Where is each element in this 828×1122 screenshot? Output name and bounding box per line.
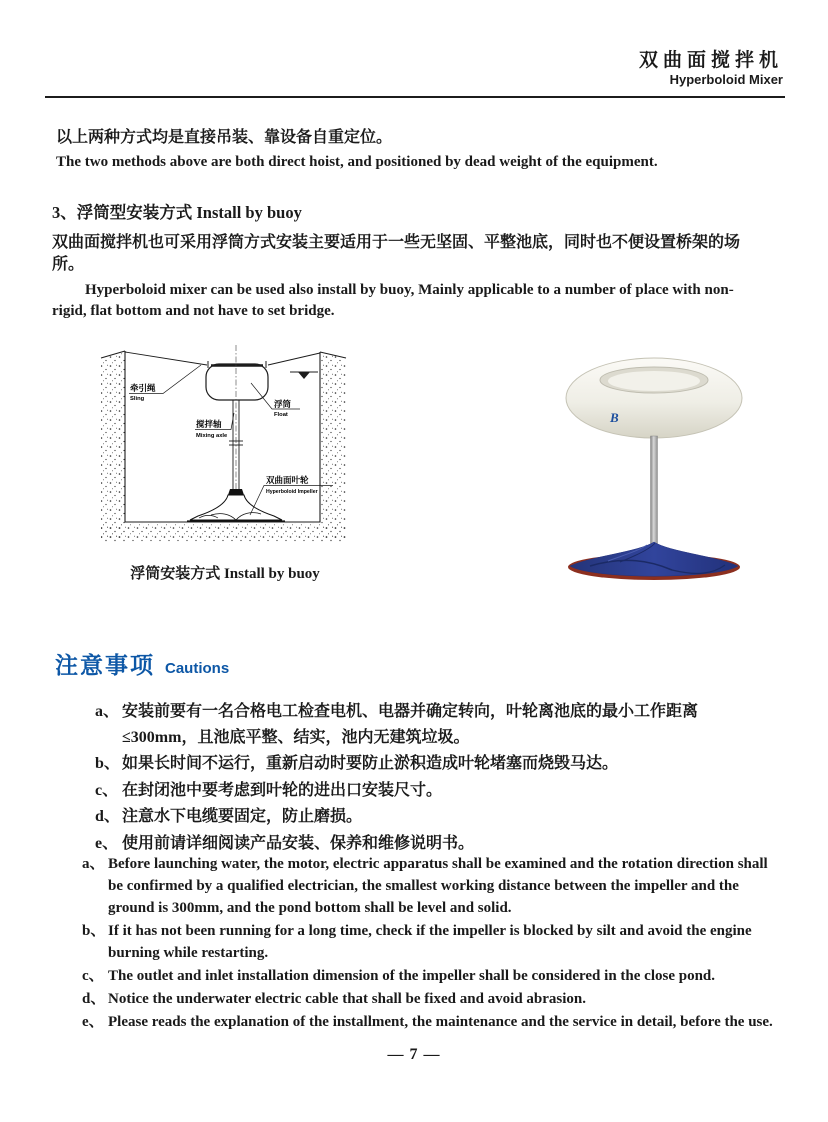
header-title-zh: 双曲面搅拌机: [638, 50, 783, 71]
caution-item-text: 在封闭池中要考虑到叶轮的进出口安装尺寸。: [122, 781, 443, 799]
section-para-en: Hyperboloid mixer can be used also install by buoy, Mainly applicable to a number of place with non-rigid, flat bottom and not have to set bridge.: [52, 282, 734, 319]
intro-zh: 以上两种方式均是直接吊装、靠设备自重定位。: [56, 129, 393, 146]
caution-item-label: b、: [95, 755, 120, 772]
caution-item-text: 注意水下电缆要固定，防止磨损。: [122, 808, 363, 825]
cautions-heading-en: Cautions: [165, 660, 230, 677]
caution-item-text: Notice the underwater electric cable that shall be fixed and avoid abrasion.: [108, 991, 587, 1007]
header-rule: [45, 96, 785, 98]
caution-item-label: e、: [95, 834, 119, 852]
label-float-en: Float: [274, 412, 288, 418]
label-float-zh: 浮筒: [274, 399, 292, 409]
caution-item-zh: [95, 751, 767, 777]
cautions-heading: [55, 647, 229, 680]
caution-item-en: [82, 1011, 782, 1033]
section-paragraph: [52, 232, 764, 322]
caution-item-text: 安装前要有一名合格电工检查电机、电器并确定转向，叶轮离池底的最小工作距离≤300mm，且池底平整、结实，池内无建筑垃圾。: [122, 703, 699, 746]
caution-item-text: The outlet and inlet installation dimension of the impeller shall be considered in the close pond.: [108, 968, 716, 984]
caution-item-text: 使用前请详细阅读产品安装、保养和维修说明书。: [122, 834, 475, 852]
caution-item-label: a、: [82, 856, 105, 872]
cautions-list-zh: [95, 699, 767, 857]
caution-item-text: If it has not been running for a long time, check if the impeller is blocked by silt and avoid the engine burning while restarting.: [108, 923, 752, 961]
caution-item-en: [82, 965, 782, 987]
caution-item-text: Please reads the explanation of the installment, the maintenance and the service in detail, before the use.: [108, 1014, 773, 1030]
caution-item-zh: [95, 778, 767, 804]
caution-item-label: d、: [82, 991, 106, 1007]
cautions-list-en: [82, 853, 782, 1034]
caution-item-en: [82, 920, 782, 964]
float-body: [206, 364, 268, 400]
label-impeller-en: Hyperboloid Impeller: [266, 489, 318, 495]
label-axle-zh: 搅拌轴: [196, 419, 222, 429]
section-heading: 3、浮筒型安装方式 Install by buoy: [52, 203, 302, 222]
caution-item-label: c、: [95, 781, 119, 799]
photo-shaft: [651, 436, 658, 554]
photo-brand-logo: B: [610, 410, 619, 425]
buoy-install-diagram: [100, 337, 350, 553]
caution-item-label: d、: [95, 808, 120, 825]
caution-item-zh: [95, 699, 767, 750]
label-impeller-zh: 双曲面叶轮: [266, 475, 309, 485]
caution-item-en: [82, 988, 782, 1010]
label-axle-en: Mixing axle: [196, 433, 228, 439]
caution-item-en: [82, 853, 782, 919]
figure-caption: 浮筒安装方式 Install by buoy: [130, 566, 320, 582]
caution-item-label: b、: [82, 923, 106, 939]
caution-item-text: Before launching water, the motor, electric apparatus shall be examined and the rotation direction shall be confirmed by a qualified electrician, the smallest working distance between the impeller and the ground is 300mm, and the pond bottom shall be level and solid.: [108, 856, 768, 916]
intro-paragraph: [56, 127, 756, 172]
caution-item-zh: [95, 804, 767, 830]
page-header: [639, 50, 783, 87]
photo-impeller: [568, 542, 740, 580]
product-photo: [552, 346, 767, 581]
intro-en: The two methods above are both direct hoist, and positioned by dead weight of the equipment.: [56, 154, 658, 170]
section-para-zh: 双曲面搅拌机也可采用浮筒方式安装主要适用于一些无坚固、平整池底，同时也不便设置桥架的场所。: [52, 234, 741, 273]
photo-float-torus: [566, 358, 742, 438]
label-sling-zh: 牵引绳: [130, 383, 156, 393]
caution-item-label: a、: [95, 703, 120, 720]
caution-item-label: e、: [82, 1014, 104, 1030]
cautions-heading-zh: 注意事项: [55, 653, 155, 678]
label-sling-en: Sling: [130, 396, 145, 402]
page-number: — 7 —: [387, 1046, 441, 1063]
header-title-en: Hyperboloid Mixer: [669, 72, 783, 87]
caution-item-text: 如果长时间不运行，重新启动时要防止淤积造成叶轮堵塞而烧毁马达。: [122, 755, 619, 772]
caution-item-label: c、: [82, 968, 104, 984]
